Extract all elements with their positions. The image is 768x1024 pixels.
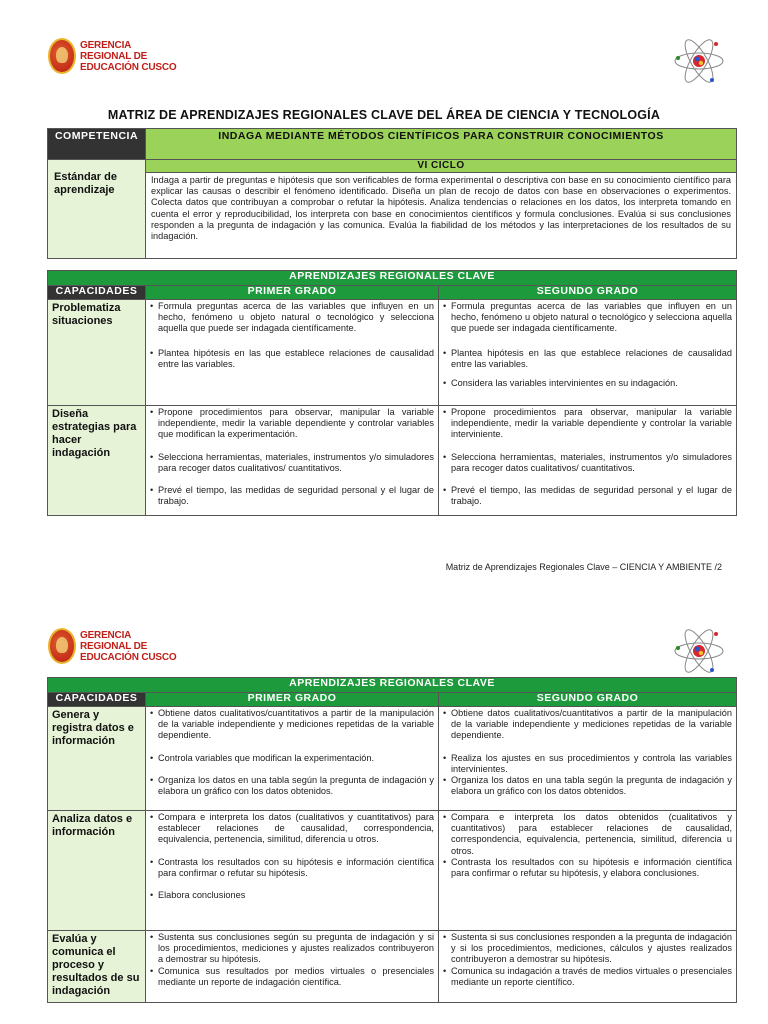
segundo-grado-cell [439,406,737,516]
list-item: • Considera las variables intervinientes en su indagación. [443,378,732,389]
org-logo [48,38,176,74]
segundo-grado-cell [439,931,737,1003]
list-item: • Prevé el tiempo, las medidas de seguridad personal y el lugar de trabajo. [443,485,732,507]
competencia-table [47,128,737,259]
primer-grado-cell [146,931,439,1003]
list-item: • Propone procedimientos para observar, manipular la variable independiente, medir la variable dependiente y controlar la variable interviniente. [443,407,732,441]
estandar-label: Estándar de aprendizaje [48,160,146,259]
list-item: • Formula preguntas acerca de las variables que influyen en un hecho, fenómeno u objeto natural o tecnológico y selecciona aquella que puede ser indagada científicamente. [443,301,732,335]
header-capacidades: CAPACIDADES [48,286,146,300]
list-item: • Obtiene datos cualitativos/cuantitativos a partir de la manipulación de la variable independiente y mediciones repetidas de la variable dependiente. [443,708,732,742]
list-item: • Elabora conclusiones [150,890,434,901]
atom-icon [672,38,726,84]
list-item: • Plantea hipótesis en las que establece relaciones de causalidad entre las variables. [443,348,732,370]
header-segundo-grado: SEGUNDO GRADO [439,693,737,707]
list-item: • Realiza los ajustes en sus procedimientos y controla las variables intervinientes. [443,753,732,775]
primer-grado-cell [146,300,439,406]
aprendizajes-table-1 [47,270,737,516]
list-item: • Comunica sus resultados por medios virtuales o presenciales mediante un reporte de indagación científica. [150,966,434,988]
list-item: • Formula preguntas acerca de las variables que influyen en un hecho, fenómeno u objeto natural o tecnológico y selecciona aquella que puede ser indagada científicamente. [150,301,434,335]
capacidad-label: Problematiza situaciones [48,300,146,406]
list-item: • Comunica su indagación a través de medios virtuales o presenciales mediante un reporte científico. [443,966,732,988]
org-name: GERENCIA REGIONAL DE EDUCACIÓN CUSCO [80,39,177,73]
competencia-name: INDAGA MEDIANTE MÉTODOS CIENTÍFICOS PARA CONSTRUIR CONOCIMIENTOS [146,129,737,160]
seal-icon [48,628,76,664]
segundo-grado-cell [439,811,737,931]
primer-grado-cell [146,707,439,811]
list-item: • Organiza los datos en una tabla según la pregunta de indagación y elabora un gráfico con los datos obtenidos. [443,775,732,797]
competencia-label: COMPETENCIA [48,129,146,160]
list-item: • Sustenta si sus conclusiones responden a la pregunta de indagación y si los procedimientos, mediciones, cálculos y ajustes realizados contribuyeron a demostrar su hipótesis. [443,932,732,966]
aprendizajes-table-2 [47,677,737,1003]
list-item: • Propone procedimientos para observar, manipular la variable independiente, medir la variable dependiente y controlar variables que modifican la experimentación. [150,407,434,441]
document-title: MATRIZ DE APRENDIZAJES REGIONALES CLAVE DEL ÁREA DE CIENCIA Y TECNOLOGÍA [107,108,661,122]
page-2 [0,580,768,1024]
list-item: • Contrasta los resultados con su hipótesis e información científica para confirmar o refutar su hipótesis, y elabora conclusiones. [443,857,732,879]
capacidad-label: Evalúa y comunica el proceso y resultados de su indagación [48,931,146,1003]
capacidad-label: Genera y registra datos e información [48,707,146,811]
list-item: • Compara e interpreta los datos obtenidos (cualitativos y cuantitativos) para establecer relaciones de causalidad, correspondencia, equivalencia, pertenencia, similitud, diferencia u otros. [443,812,732,857]
header-primer-grado: PRIMER GRADO [146,286,439,300]
list-item: • Prevé el tiempo, las medidas de seguridad personal y el lugar de trabajo. [150,485,434,507]
primer-grado-cell [146,811,439,931]
primer-grado-cell [146,406,439,516]
list-item: • Contrasta los resultados con su hipótesis e información científica para confirmar o refutar su hipótesis. [150,857,434,879]
segundo-grado-cell [439,707,737,811]
atom-icon [672,628,726,674]
table-main-header: APRENDIZAJES REGIONALES CLAVE [48,678,737,693]
header-primer-grado: PRIMER GRADO [146,693,439,707]
org-logo [48,628,176,664]
header-segundo-grado: SEGUNDO GRADO [439,286,737,300]
page-footer: Matriz de Aprendizajes Regionales Clave – CIENCIA Y AMBIENTE /2 [445,562,722,572]
estandar-text: Indaga a partir de preguntas e hipótesis que son verificables de forma experimental o descriptiva con base en su conocimiento científico para explicar las causas o describir el fenómeno identificado. Diseña un plan de recojo de datos con base en observaciones o experimentos. Colecta datos que contribuyan a comprobar o refutar la hipótesis. Analiza tendencias o relaciones en los datos, los interpreta tomando en cuenta el error y reproducibilidad, los interpreta con base en conocimientos científicos y formula conclusiones. Evalúa si sus conclusiones responden a la pregunta de indagación y las comunica. Evalúa la fiabilidad de los métodos y las interpretaciones de los resultados de su indagación. [146,173,737,259]
capacidad-label: Diseña estrategias para hacer indagación [48,406,146,516]
seal-icon [48,38,76,74]
ciclo-label: VI CICLO [146,160,737,173]
segundo-grado-cell [439,300,737,406]
capacidad-label: Analiza datos e información [48,811,146,931]
list-item: • Sustenta sus conclusiones según su pregunta de indagación y si los procedimientos, mediciones y ajustes realizados contribuyeron a demostrar su hipótesis. [150,932,434,966]
list-item: • Obtiene datos cualitativos/cuantitativos a partir de la manipulación de la variable independiente y mediciones repetidas de la variable dependiente. [150,708,434,742]
list-item: • Controla variables que modifican la experimentación. [150,753,434,764]
list-item: • Selecciona herramientas, materiales, instrumentos y/o simuladores para recoger datos cualitativos/ cuantitativos. [150,452,434,474]
list-item: • Plantea hipótesis en las que establece relaciones de causalidad entre las variables. [150,348,434,370]
list-item: • Organiza los datos en una tabla según la pregunta de indagación y elabora un gráfico con los datos obtenidos. [150,775,434,797]
list-item: • Selecciona herramientas, materiales, instrumentos y/o simuladores para recoger datos cualitativos/ cuantitativos. [443,452,732,474]
header-capacidades: CAPACIDADES [48,693,146,707]
org-name: GERENCIA REGIONAL DE EDUCACIÓN CUSCO [80,629,177,663]
table-main-header: APRENDIZAJES REGIONALES CLAVE [48,271,737,286]
list-item: • Compara e interpreta los datos (cualitativos y cuantitativos) para establecer relaciones de causalidad, correspondencia, equivalencia, pertenencia, similitud, diferencia u otros. [150,812,434,846]
